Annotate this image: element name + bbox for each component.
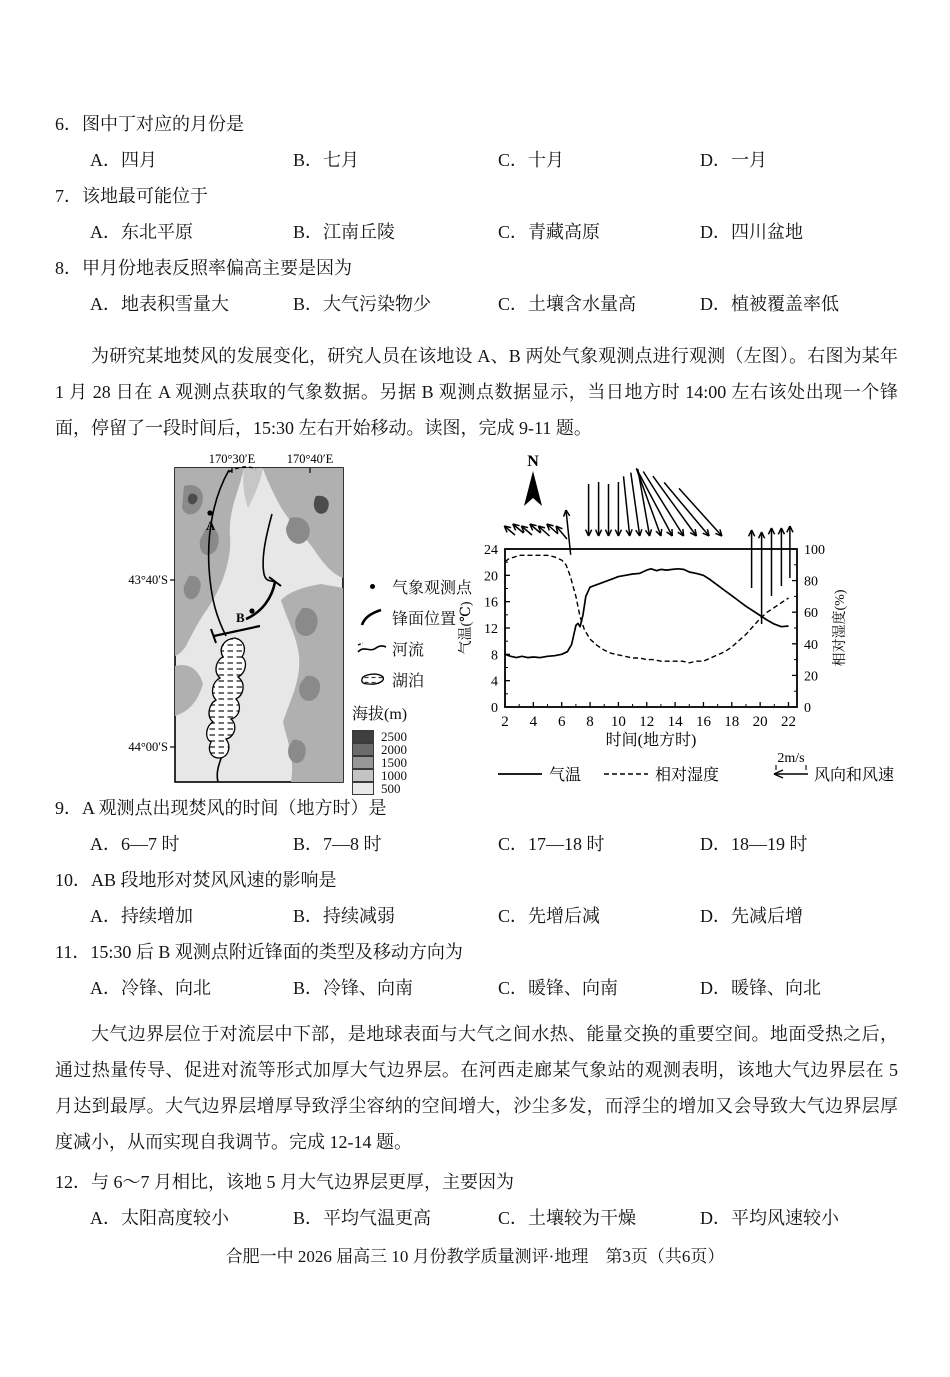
- option: C．先增后减: [498, 906, 601, 926]
- station-a-label: A: [206, 518, 216, 533]
- svg-text:14: 14: [667, 714, 683, 730]
- svg-text:60: 60: [804, 606, 818, 622]
- svg-text:6: 6: [557, 714, 566, 730]
- option: B．大气污染物少: [293, 294, 432, 314]
- svg-text:气温: 气温: [549, 767, 582, 784]
- svg-text:4: 4: [491, 674, 498, 690]
- option: D．暖锋、向北: [700, 978, 821, 998]
- option: C．17—18 时: [498, 834, 605, 854]
- river-symbol-icon: [352, 639, 392, 657]
- elevation-label: 500: [381, 781, 401, 796]
- svg-text:风向和风速: 风向和风速: [814, 767, 895, 784]
- elevation-row: [352, 743, 472, 756]
- question-8: 8．甲月份地表反照率偏高主要是因为: [55, 258, 352, 278]
- svg-text:时间(地方时): 时间(地方时): [605, 732, 697, 749]
- legend-row-station: [352, 574, 472, 598]
- elevation-swatch: [352, 782, 374, 795]
- svg-text:40: 40: [804, 637, 818, 653]
- option: D．18—19 时: [700, 834, 808, 854]
- elevation-swatch: [352, 743, 374, 756]
- svg-text:8: 8: [586, 714, 594, 730]
- svg-text:4: 4: [529, 714, 538, 730]
- option: A．持续增加: [90, 906, 193, 926]
- option: A．地表积雪量大: [90, 294, 229, 314]
- legend-label: 锋面位置: [392, 610, 457, 628]
- question-9: 9．A 观测点出现焚风的时间（地方时）是: [55, 798, 387, 818]
- option: D．四川盆地: [700, 222, 803, 242]
- question-11-options: [90, 976, 940, 1000]
- elevation-row: [352, 756, 472, 769]
- option: B．七月: [293, 150, 360, 170]
- question-7: 7．该地最可能位于: [55, 186, 208, 206]
- paragraph-foehn: 为研究某地焚风的发展变化，研究人员在该地设 A、B 两处气象观测点进行观测（左图）。右图为某年 1 月 28 日在 A 观测点获取的气象数据。另据 B 观测点数据显示，当日地方时 14:00 左右该处出现一个锋面，停留了一段时间后，15:30 左右开始移动。读图，完成 9-11 题。: [55, 346, 898, 438]
- elevation-swatch: [352, 769, 374, 782]
- legend-row-lake: [352, 667, 472, 691]
- svg-text:12: 12: [484, 622, 498, 637]
- option: A．四月: [90, 150, 157, 170]
- svg-text:相对湿度: 相对湿度: [655, 767, 720, 784]
- legend-label: 湖泊: [392, 672, 425, 690]
- question-11: 11．15:30 后 B 观测点附近锋面的类型及移动方向为: [55, 942, 463, 962]
- option: A．东北平原: [90, 222, 193, 242]
- option: C．土壤含水量高: [498, 294, 637, 314]
- option: C．暖锋、向南: [498, 978, 619, 998]
- svg-text:100: 100: [804, 543, 825, 558]
- question-8-options: [90, 292, 940, 316]
- option: C．青藏高原: [498, 222, 601, 242]
- elevation-label: 1000: [381, 768, 407, 783]
- option: D．植被覆盖率低: [700, 294, 839, 314]
- elevation-title: 海拔(m): [352, 706, 408, 723]
- svg-text:18: 18: [724, 714, 740, 730]
- svg-text:22: 22: [780, 714, 796, 730]
- option: A．冷锋、向北: [90, 978, 211, 998]
- legend-row-river: [352, 636, 472, 660]
- svg-text:0: 0: [491, 701, 498, 716]
- svg-text:16: 16: [695, 714, 711, 730]
- svg-text:10: 10: [610, 714, 626, 730]
- elevation-label: 2500: [381, 729, 407, 744]
- option: A．太阳高度较小: [90, 1208, 229, 1228]
- svg-text:气温(℃): 气温(℃): [459, 601, 474, 655]
- svg-text:12: 12: [639, 714, 655, 730]
- option: B．7—8 时: [293, 834, 382, 854]
- terrain-map: [92, 450, 352, 792]
- elevation-swatch: [352, 730, 374, 743]
- elevation-row: [352, 769, 472, 782]
- map-legend: [352, 574, 472, 795]
- question-7-options: [90, 220, 940, 244]
- page-footer: 合肥一中 2026 届高三 10 月份教学质量测评·地理 第3页（共6页）: [225, 1247, 725, 1266]
- option: D．先减后增: [700, 906, 803, 926]
- question-9-options: [90, 832, 940, 856]
- terrain-area: [175, 468, 343, 782]
- svg-text:2: 2: [501, 714, 509, 730]
- question-12: 12．与 6～7 月相比，该地 5 月大气边界层更厚，主要因为: [55, 1172, 514, 1192]
- legend-label: 气象观测点: [392, 579, 473, 597]
- option: B．平均气温更高: [293, 1208, 432, 1228]
- svg-text:N: N: [527, 453, 539, 470]
- svg-text:相对湿度(%): 相对湿度(%): [833, 589, 848, 667]
- svg-text:16: 16: [484, 595, 498, 611]
- question-6: 6．图中丁对应的月份是: [55, 114, 244, 134]
- elevation-row: [352, 730, 472, 743]
- station-b-label: B: [236, 610, 245, 625]
- svg-text:80: 80: [804, 574, 818, 590]
- legend-label: 河流: [392, 641, 425, 659]
- option: D．一月: [700, 150, 767, 170]
- lat-label: 43°40′S: [128, 573, 168, 587]
- elevation-label: 2000: [381, 742, 407, 757]
- option: C．土壤较为干燥: [498, 1208, 637, 1228]
- option: A．6—7 时: [90, 834, 180, 854]
- station-dot-icon: [352, 584, 392, 589]
- front-symbol-icon: [352, 607, 392, 627]
- svg-text:20: 20: [804, 669, 818, 685]
- option: B．冷锋、向南: [293, 978, 414, 998]
- question-10: 10．AB 段地形对焚风风速的影响是: [55, 870, 337, 890]
- legend-row-front: [352, 605, 472, 629]
- lon-label: 170°30′E: [208, 452, 256, 466]
- option: B．江南丘陵: [293, 222, 396, 242]
- lat-label: 44°00′S: [128, 740, 168, 754]
- option: B．持续减弱: [293, 906, 396, 926]
- svg-text:2m/s: 2m/s: [777, 751, 805, 766]
- question-10-options: [90, 904, 940, 928]
- option: D．平均风速较小: [700, 1208, 839, 1228]
- svg-text:20: 20: [484, 569, 498, 585]
- elevation-swatch: [352, 756, 374, 769]
- paragraph-boundary-layer: 大气边界层位于对流层中下部，是地球表面与大气之间水热、能量交换的重要空间。地面受热之后，通过热量传导、促进对流等形式加厚大气边界层。在河西走廊某气象站的观测表明，该地大气边界层在 5 月达到最厚。大气边界层增厚导致浮尘容纳的空间增大，沙尘多发，而浮尘的增加又会导致大气边界层厚度减小，从而实现自我调节。完成 12-14 题。: [55, 1024, 898, 1152]
- svg-text:24: 24: [484, 543, 498, 558]
- question-6-options: [90, 148, 940, 172]
- elevation-label: 1500: [381, 755, 407, 770]
- lake-symbol-icon: [352, 670, 392, 688]
- svg-text:20: 20: [752, 714, 768, 730]
- svg-text:8: 8: [491, 648, 498, 664]
- svg-text:0: 0: [804, 701, 811, 716]
- question-12-options: [90, 1206, 940, 1230]
- lon-label: 170°40′E: [286, 452, 334, 466]
- weather-chart: [456, 450, 920, 792]
- option: C．十月: [498, 150, 565, 170]
- foehn-figure: [0, 450, 950, 796]
- elevation-row: [352, 782, 472, 795]
